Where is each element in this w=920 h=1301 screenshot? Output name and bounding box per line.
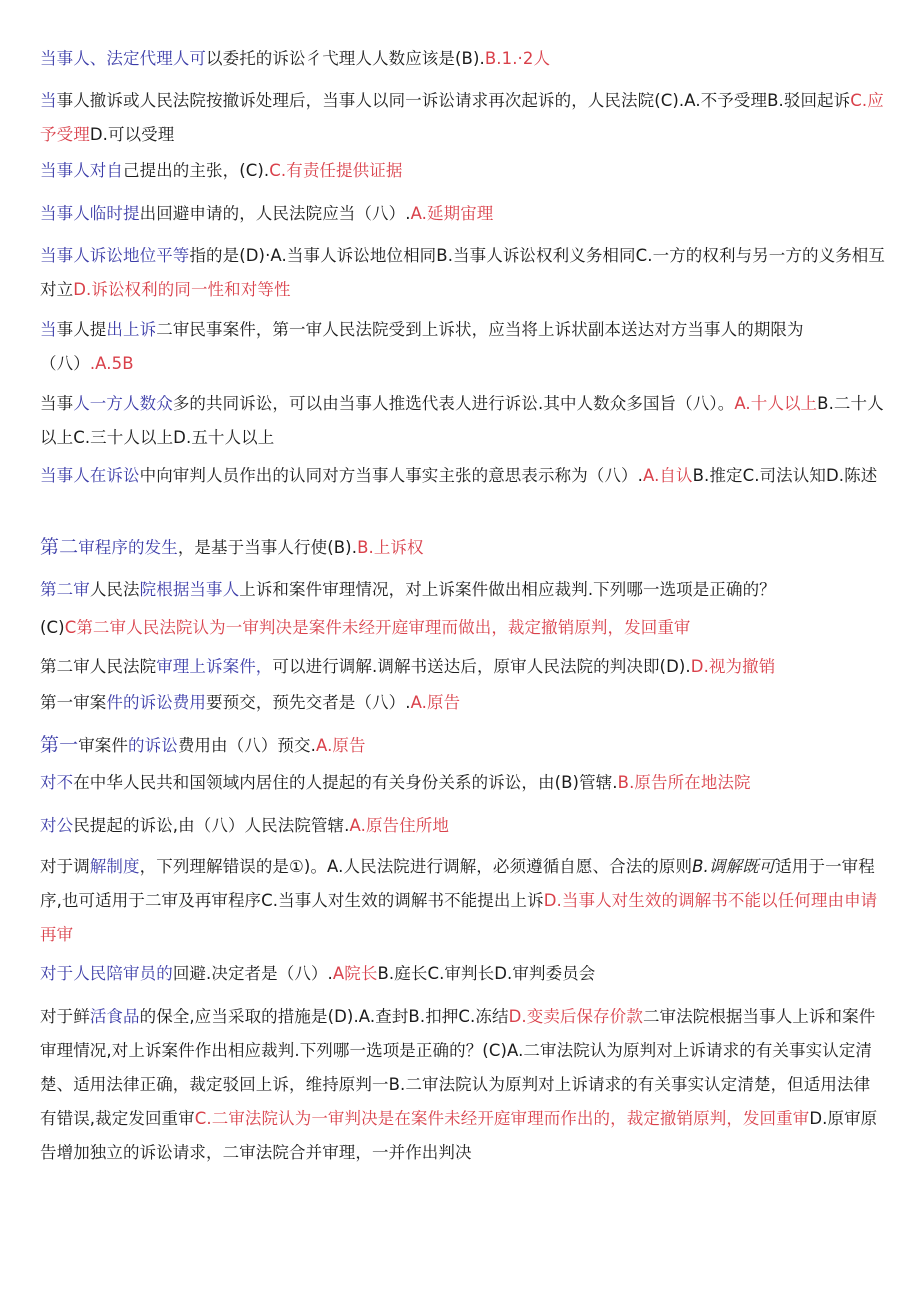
highlight-text: 审程序的发生: [78, 538, 178, 557]
highlight-text: 的诉讼: [128, 736, 178, 755]
body-text: 出回避申请的，人民法院应当（八）.: [139, 204, 411, 223]
answer-text: C.二审法院认为一审判决是在案件未经开庭审理而作出的，裁定撤销原判，发回重审: [194, 1109, 810, 1128]
question-paragraph: [40, 313, 885, 381]
highlight-text: 当: [40, 91, 57, 110]
body-text: 回避.决定者是（八）.: [172, 964, 333, 983]
question-paragraph: [40, 42, 885, 76]
answer-text: C.有责任提供证据: [269, 161, 403, 180]
question-paragraph: [40, 530, 885, 565]
body-text: 指的是(D)·A.当事人诉讼地位相同B.当事人诉讼权利义务相同C.一方的权利与另一方的义务相互对立: [40, 246, 886, 299]
body-text: 要预交，预先交者是（八）.: [206, 693, 411, 712]
body-text: 当事: [40, 394, 74, 413]
highlight-text: 第二审: [40, 580, 90, 599]
question-paragraph: [40, 84, 885, 152]
question-paragraph: [40, 154, 885, 188]
question-paragraph: [40, 766, 885, 800]
answer-text: .A.5B: [89, 354, 134, 373]
highlight-text: 第一: [40, 734, 79, 756]
question-paragraph: [40, 850, 885, 952]
body-text: 可以进行调解.调解书送达后，原审人民法院的判决即(D).: [272, 657, 691, 676]
body-text: 以委托的诉讼彳弋理人人数应该是(B).: [206, 49, 485, 68]
answer-text: B.1.·2人: [484, 49, 551, 68]
question-paragraph: [40, 686, 885, 720]
highlight-text: 对不: [40, 773, 74, 792]
question-paragraph: [40, 650, 885, 684]
highlight-text: 人一方人数众: [73, 394, 173, 413]
body-text: 适用于一审程序,也可适用于二审及再审程序C.当事人对生效的调解书不能提出上诉: [40, 857, 875, 910]
highlight-text: 出上诉: [106, 320, 157, 339]
body-text: 二审法院根据当事人上诉和案件审理情况,对上诉案件作出相应裁判.下列哪一选项是正确的？(C)A.二审法院认为原判对上诉请求的有关事实认定清楚、适用法律正确，裁定驳回上诉，维持原判一B.二审法院认为原判对上诉请求的有关事实认定清楚，但适用法律有错误,裁定发回重审: [40, 1007, 876, 1128]
answer-text: D.当事人对生效的调解书不能以任何理由申请再审: [40, 891, 878, 944]
body-text: 的保全,应当采取的措施是(D).A.查封B.扣押C.冻结: [139, 1007, 509, 1026]
highlight-text: 对于人民陪审员的: [40, 964, 173, 983]
body-text: 民提起的诉讼,由（八）人民法院管辖.: [73, 816, 350, 835]
body-text: 对于鲜: [40, 1007, 90, 1026]
answer-text: D.视为撤销: [690, 657, 776, 676]
question-paragraph: [40, 957, 885, 991]
question-paragraph: [40, 197, 885, 231]
highlight-text: 对公: [40, 816, 74, 835]
answer-text: C.应予受理: [40, 91, 884, 144]
question-paragraph: [40, 387, 885, 455]
question-paragraph: [40, 611, 885, 645]
body-text: 对于调: [40, 857, 90, 876]
body-text: B.庭长C.审判长D.审判委员会: [377, 964, 596, 983]
answer-text: A.延期宙理: [410, 204, 494, 223]
highlight-text: 活食品: [89, 1007, 140, 1026]
highlight-text: 当事人对自: [40, 161, 123, 180]
body-text: 人民法: [89, 580, 140, 599]
body-text: 己提出的主张，(C).: [123, 161, 270, 180]
highlight-text: 解制度: [89, 857, 140, 876]
body-text: (C): [40, 618, 65, 637]
highlight-text: 当事人、法定代理人可: [40, 49, 206, 68]
body-text: 在中华人民共和国领域内居住的人提起的有关身份关系的诉讼，由(B)管辖.: [73, 773, 618, 792]
body-text: ，下列理解错误的是①)。A.人民法院进行调解，必须遵循自愿、合法的原则: [139, 857, 693, 876]
body-text: 第二审人民法院: [40, 657, 157, 676]
body-text: 上诉和案件审理情况，对上诉案件做出相应裁判.下列哪一选项是正确的？: [239, 580, 776, 599]
body-text: 事人撤诉或人民法院按撤诉处理后，当事人以同一诉讼请求再次起诉的，人民法院(C).A.不予受理B.驳回起诉: [56, 91, 851, 110]
question-paragraph: [40, 239, 885, 307]
answer-text: B.原告所在地法院: [617, 773, 751, 792]
body-text: 审案件: [78, 736, 129, 755]
question-paragraph: [40, 573, 885, 607]
answer-text: A.原告住所地: [349, 816, 449, 835]
answer-text: A.自认: [642, 466, 693, 485]
highlight-text: 当事人在诉讼: [40, 466, 140, 485]
highlight-text: 件的诉讼费用: [106, 693, 207, 712]
answer-text: A.原告: [410, 693, 461, 712]
answer-text: D.变卖后保存价款: [508, 1007, 643, 1026]
body-text: D.可以受理: [89, 125, 175, 144]
body-text: B.调解既可: [692, 857, 776, 876]
highlight-text: 当事人临时提: [40, 204, 140, 223]
question-paragraph: [40, 459, 885, 493]
body-text: B.二十人以上C.三十人以上D.五十人以上: [40, 394, 884, 447]
answer-text: A.原告: [315, 736, 366, 755]
answer-text: C第二审人民法院认为一审判决是案件未经开庭审理而做出，裁定撤销原判，发回重审: [64, 618, 691, 637]
body-text: ，是基于当事人行使(B).: [177, 538, 358, 557]
body-text: 中向审判人员作出的认同对方当事人事实主张的意思表示称为（八）.: [139, 466, 643, 485]
question-paragraph: [40, 809, 885, 843]
question-paragraph: [40, 1000, 885, 1170]
body-text: B.推定C.司法认知D.陈述: [692, 466, 878, 485]
highlight-text: 审理上诉案件，: [156, 657, 273, 676]
answer-text: A.十人以上: [734, 394, 818, 413]
answer-text: A院长: [332, 964, 378, 983]
question-paragraph: [40, 728, 885, 763]
body-text: 多的共同诉讼，可以由当事人推选代表人进行诉讼.其中人数众多国旨（八）。: [172, 394, 735, 413]
highlight-text: 当: [40, 320, 57, 339]
body-text: 二审民事案件，第一审人民法院受到上诉状，应当将上诉状副本送达对方当事人的期限为（八）: [40, 320, 804, 373]
highlight-text: 当事人诉讼地位平等: [40, 246, 190, 265]
highlight-text: 院根据当事人: [139, 580, 240, 599]
highlight-text: 第二: [40, 536, 79, 558]
body-text: D.原审原告增加独立的诉讼请求，二审法院合并审理，一并作出判决: [40, 1109, 878, 1162]
body-text: 事人提: [56, 320, 107, 339]
answer-text: D.诉讼权利的同一性和对等性: [73, 280, 291, 299]
body-text: 第一审案: [40, 693, 107, 712]
answer-text: B.上诉权: [357, 538, 424, 557]
body-text: 费用由（八）预交.: [177, 736, 316, 755]
